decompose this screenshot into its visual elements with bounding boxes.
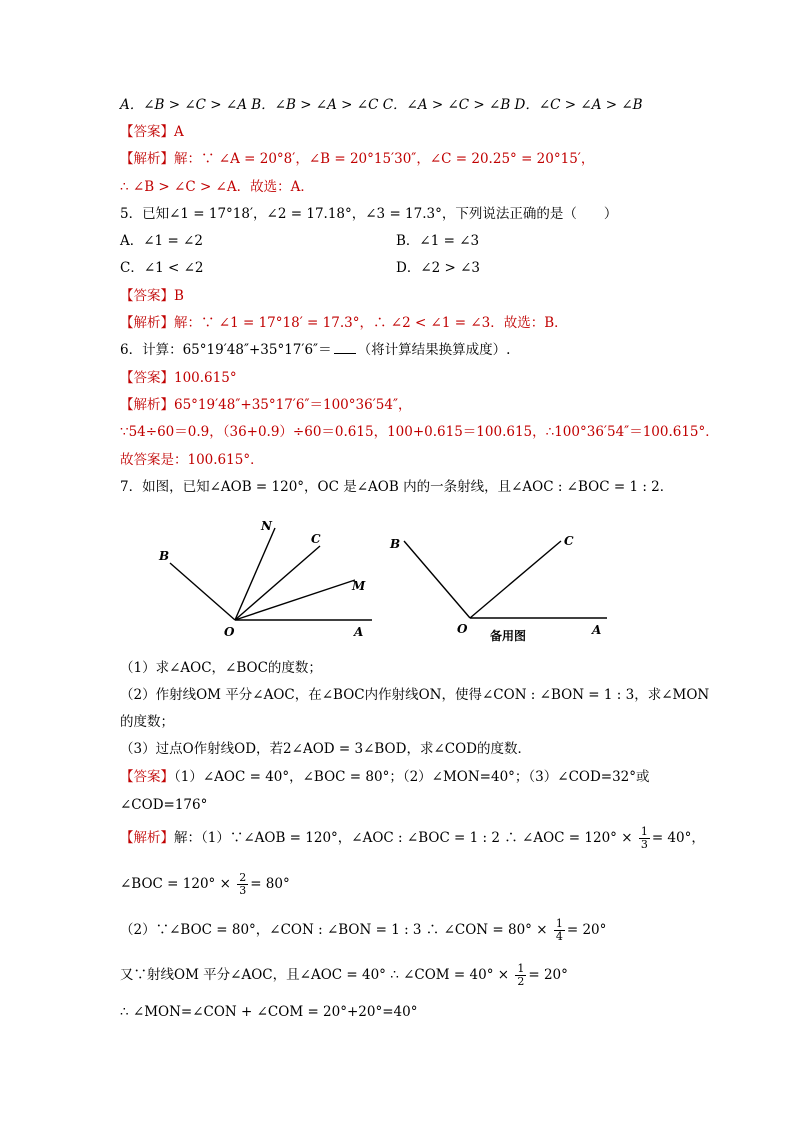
q5-analysis <box>120 314 568 332</box>
label-o-spare: O <box>457 622 468 636</box>
solution-result: = 20° <box>566 922 607 938</box>
denominator: 3 <box>239 884 247 897</box>
label-a: A <box>354 625 364 639</box>
analysis-tag: 【解析】 <box>120 830 174 846</box>
q6-stem <box>120 341 510 359</box>
answer-blank <box>334 341 356 354</box>
q7-part2-cont: 的度数； <box>120 714 174 730</box>
fraction <box>237 872 248 897</box>
fraction <box>554 918 565 943</box>
q7-part2: （2）作射线OM 平分∠AOC，在∠BOC内作射线ON，使得∠CON : ∠BON = 1 : 3，求∠MON <box>120 687 710 703</box>
q7-part1: （1）求∠AOC，∠BOC的度数； <box>120 660 322 676</box>
numerator: 1 <box>640 825 648 838</box>
solution-text: ∠BOC = 120° × <box>120 876 231 892</box>
analysis-tag: 【解析】 <box>120 151 174 167</box>
q6-analysis <box>120 396 412 414</box>
label-c: C <box>311 532 321 546</box>
solution-text: 解：（1）∵∠AOB = 120°，∠AOC : ∠BOC = 1 : 2 ∴ ∠AOC = 120° × <box>174 830 633 846</box>
solution-result: = 40°， <box>651 830 705 846</box>
q5-stem: 5．已知∠1 = 17°18′，∠2 = 17.18°，∠3 = 17.3°，下列说法正确的是（ ） <box>120 206 618 222</box>
q5-option-d: D．∠2 > ∠3 <box>396 260 481 276</box>
q5-option-b: B．∠1 = ∠3 <box>396 233 480 249</box>
denominator: 4 <box>555 930 563 943</box>
numerator: 1 <box>517 962 525 975</box>
numerator: 2 <box>239 871 247 884</box>
q7-solution-2a <box>120 918 606 943</box>
analysis-text: 解：∵ ∠A = 20°8′，∠B = 20°15′30″，∠C = 20.25° = 20°15′， <box>174 151 595 167</box>
numerator: 1 <box>555 917 563 930</box>
answer-value: A <box>174 124 184 140</box>
ray-ob <box>170 563 235 620</box>
figure-main <box>170 528 372 620</box>
fraction <box>639 826 650 851</box>
q6-stem-pre: 6．计算：65°19′48″+35°17′6″＝ <box>120 342 332 358</box>
answer-tag: 【答案】 <box>120 370 174 386</box>
q7-solution-2c: ∴ ∠MON=∠CON + ∠COM = 20°+20°=40° <box>120 1004 418 1020</box>
answer-tag: 【答案】 <box>120 288 174 304</box>
q6-answer <box>120 369 237 387</box>
q7-stem: 7．如图，已知∠AOB = 120°，OC 是∠AOB 内的一条射线，且∠AOC : ∠BOC = 1 : 2． <box>120 479 674 495</box>
label-b: B <box>159 549 170 563</box>
q4-analysis-conclusion: ∴ ∠B > ∠C > ∠A．故选：A． <box>120 179 314 195</box>
q4-answer <box>120 123 184 141</box>
answer-tag: 【答案】 <box>120 769 174 785</box>
q6-analysis-step: ∵54÷60＝0.9，（36+0.9）÷60＝0.615，100+0.615＝100.615，∴100°36′54″＝100.615°． <box>120 424 719 440</box>
answer-value: （1）∠AOC = 40°，∠BOC = 80°；（2）∠MON=40°；（3）∠COD=32°或 <box>174 769 650 785</box>
ray-oc <box>235 546 320 620</box>
solution-result: = 20° <box>528 967 568 983</box>
label-b-spare: B <box>390 537 401 551</box>
answer-tag: 【答案】 <box>120 124 174 140</box>
analysis-tag: 【解析】 <box>120 397 174 413</box>
solution-text: 又∵射线OM 平分∠AOC，且∠AOC = 40° ∴ ∠COM = 40° × <box>120 967 510 983</box>
ray-on <box>235 528 275 620</box>
ray-ob-spare <box>404 541 470 618</box>
label-c-spare: C <box>564 534 574 548</box>
solution-text: （2）∵∠BOC = 80°，∠CON : ∠BON = 1 : 3 ∴ ∠CON = 80° × <box>120 922 548 938</box>
q7-solution-1a <box>120 826 705 851</box>
fraction <box>515 963 526 988</box>
q5-answer <box>120 287 184 305</box>
figure-caption: 备用图 <box>490 629 527 643</box>
figure-spare <box>404 541 607 618</box>
label-a-spare: A <box>592 623 602 637</box>
q4-analysis <box>120 150 594 168</box>
q6-analysis-conclusion: 故答案是：100.615°． <box>120 452 264 468</box>
denominator: 2 <box>517 975 525 988</box>
q4-options: A．∠B > ∠C > ∠A B．∠B > ∠A > ∠C C．∠A > ∠C > ∠B D．∠C > ∠A > ∠B <box>120 97 643 113</box>
q7-solution-1b <box>120 872 290 897</box>
solution-result: = 80° <box>250 876 290 892</box>
ray-om <box>235 580 355 620</box>
q7-answer <box>120 768 650 786</box>
q7-solution-2b <box>120 963 568 988</box>
label-m: M <box>352 579 366 593</box>
analysis-tag: 【解析】 <box>120 315 174 331</box>
q7-answer-cont: ∠COD=176° <box>120 797 208 813</box>
q5-option-c: C．∠1 < ∠2 <box>120 260 204 276</box>
answer-value: B <box>174 288 184 304</box>
label-o: O <box>224 625 235 639</box>
ray-oc-spare <box>470 541 561 618</box>
q6-stem-post: （将计算结果换算成度）. <box>357 342 511 358</box>
analysis-text: 65°19′48″+35°17′6″＝100°36′54″， <box>174 397 412 413</box>
label-n: N <box>261 519 272 533</box>
q5-option-a: A．∠1 = ∠2 <box>120 233 203 249</box>
analysis-text: 解：∵ ∠1 = 17°18′ = 17.3°，∴ ∠2 < ∠1 = ∠3．故选：B． <box>174 315 568 331</box>
answer-value: 100.615° <box>174 370 237 386</box>
q7-figures <box>140 508 620 658</box>
q7-part3: （3）过点O作射线OD，若2∠AOD = 3∠BOD，求∠COD的度数． <box>120 741 531 757</box>
denominator: 3 <box>640 838 648 851</box>
